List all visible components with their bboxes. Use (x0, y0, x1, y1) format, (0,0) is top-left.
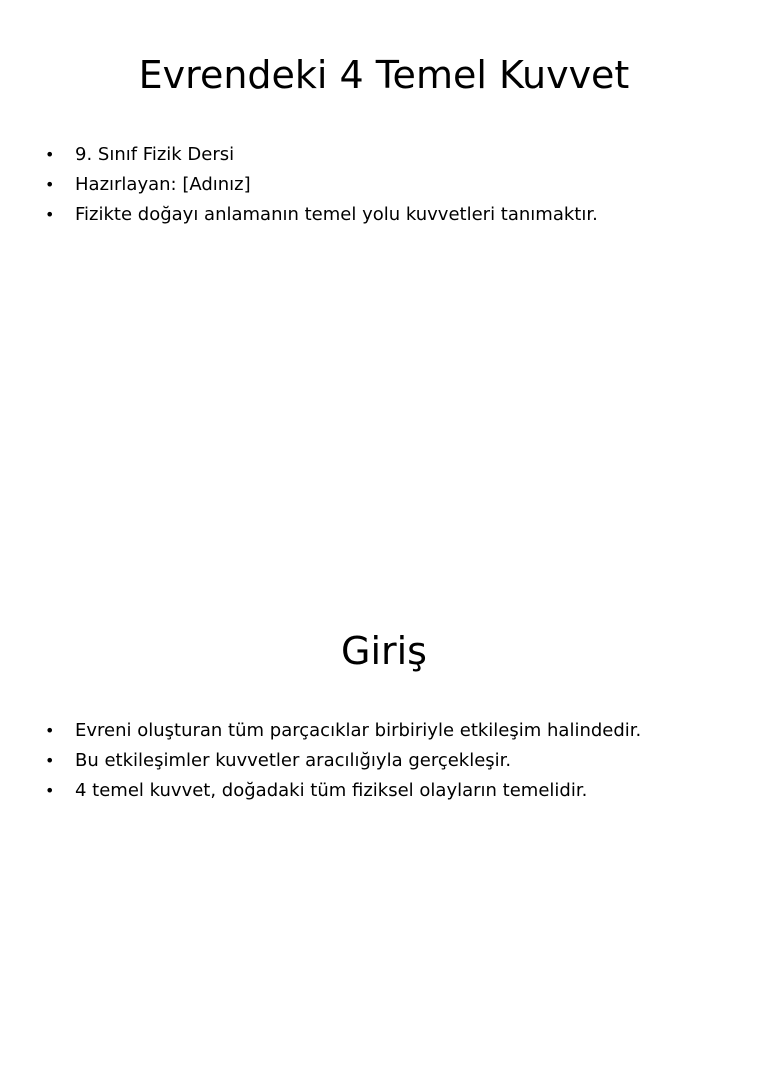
slide-title: Giriş (341, 629, 427, 673)
bullet-text: 9. Sınıf Fizik Dersi (75, 144, 235, 165)
slide-2 (0, 576, 768, 1088)
slide-title: Evrendeki 4 Temel Kuvvet (138, 53, 630, 97)
bullet-icon: • (45, 721, 55, 740)
bullet-icon: • (45, 205, 55, 224)
bullet-text: Evreni oluşturan tüm parçacıklar birbiriyle etkileşim halindedir. (75, 720, 642, 741)
bullet-icon: • (45, 781, 55, 800)
bullet-text: Fizikte doğayı anlamanın temel yolu kuvvetleri tanımaktır. (75, 204, 598, 225)
bullet-text: 4 temel kuvvet, doğadaki tüm fiziksel olayların temelidir. (75, 780, 588, 801)
bullet-text: Bu etkileşimler kuvvetler aracılığıyla gerçekleşir. (75, 750, 512, 771)
bullet-text: Hazırlayan: [Adınız] (75, 174, 251, 195)
bullet-icon: • (45, 145, 55, 164)
slide-1 (0, 0, 768, 512)
bullet-icon: • (45, 175, 55, 194)
bullet-icon: • (45, 751, 55, 770)
